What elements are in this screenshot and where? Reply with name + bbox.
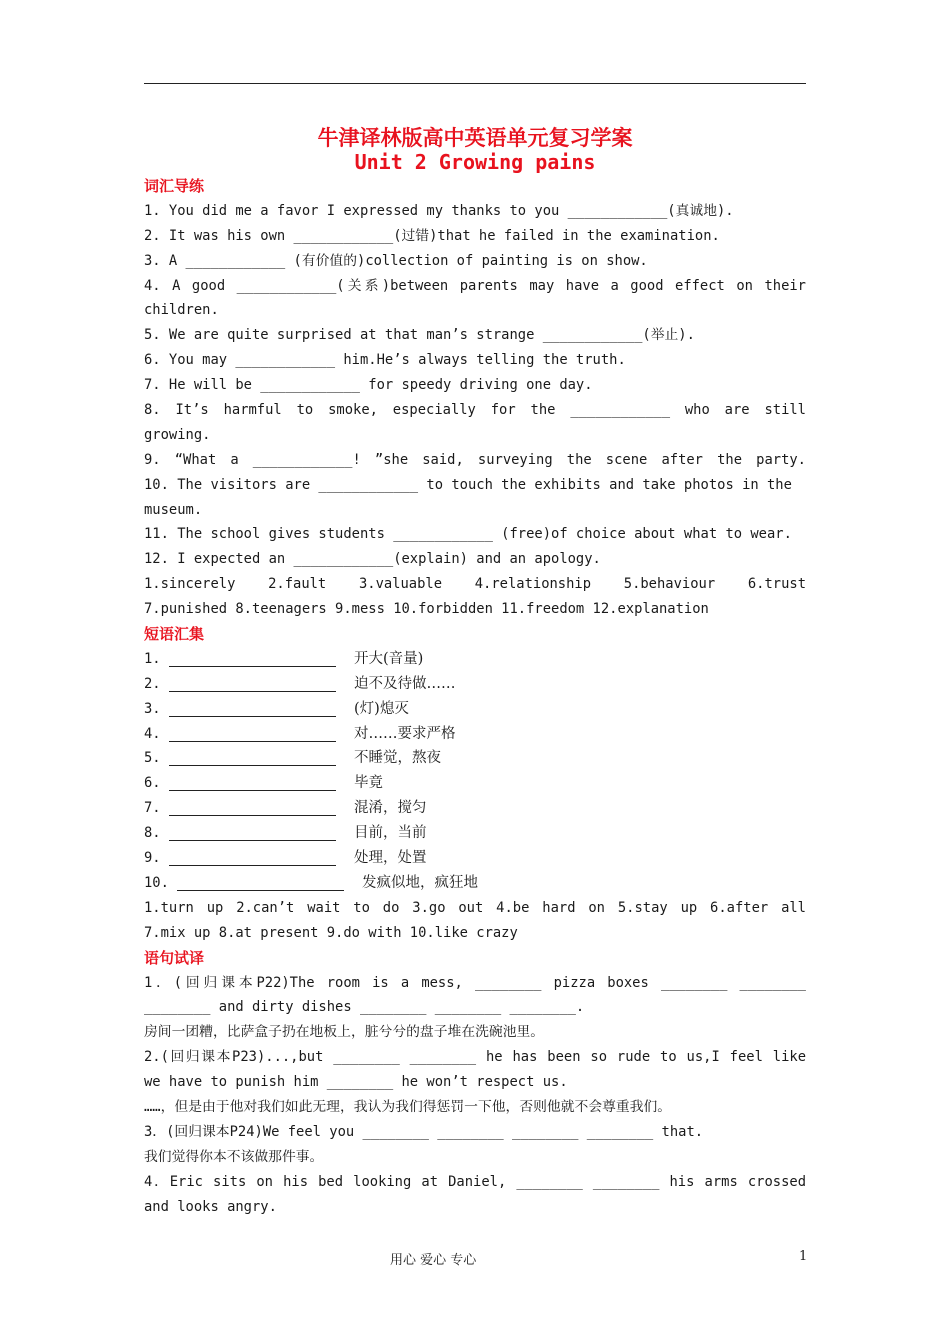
- sentences-line: 1．(回归课本P22)The room is a mess, ________ pizza boxes ________ ________: [144, 974, 806, 991]
- phrase-number: 6.: [144, 775, 161, 792]
- phrase-answer-blank: [169, 675, 336, 692]
- sentences-line: ________ and dirty dishes ________ ________ ________.: [144, 999, 585, 1016]
- phrase-answer-blank: [169, 725, 336, 742]
- phrase-answer-blank: [169, 799, 336, 816]
- vocab-line: 7. He will be ____________ for speedy driving one day.: [144, 377, 593, 394]
- page-title-cn: 牛津译林版高中英语单元复习学案: [317, 126, 633, 150]
- phrase-meaning: 毕竟: [354, 775, 383, 792]
- header-rule: [144, 83, 806, 84]
- phrase-number: 4.: [144, 725, 161, 742]
- phrase-item: [144, 821, 806, 846]
- phrase-item: [144, 871, 806, 896]
- sentence-exercise-list: [144, 971, 806, 1220]
- phrase-number: 2.: [144, 675, 161, 692]
- phrase-item: [144, 722, 806, 747]
- phrase-item: [144, 672, 806, 697]
- phrase-answer-blank: [169, 749, 336, 766]
- phrase-meaning: 发疯似地，疯狂地: [362, 874, 478, 891]
- phrase-meaning: 不睡觉，熬夜: [354, 750, 441, 767]
- vocab-line: 8. It’s harmful to smoke, especially for the ____________ who are still: [144, 402, 806, 419]
- vocab-exercise-list: [144, 199, 806, 572]
- vocab-line: 10. The visitors are ____________ to touch the exhibits and take photos in the: [144, 476, 792, 493]
- phrase-answer-blank: [177, 874, 344, 891]
- vocab-line: 4. A good ____________(关系)between parents may have a good effect on their: [144, 277, 806, 294]
- phrase-meaning: 混淆，搅匀: [354, 800, 427, 817]
- phrase-number: 9.: [144, 850, 161, 867]
- vocab-line: 5. We are quite surprised at that man’s strange ____________(举止).: [144, 327, 695, 344]
- phrase-meaning: 迫不及待做……: [354, 675, 456, 692]
- sentences-line: ……，但是由于他对我们如此无理，我认为我们得惩罚一下他，否则他就不会尊重我们。: [144, 1098, 672, 1115]
- vocab-line: growing.: [144, 426, 211, 443]
- vocab-answer-key: [144, 572, 806, 622]
- vocab-line: 1. You did me a favor I expressed my thanks to you ____________(真诚地).: [144, 202, 734, 219]
- phrase-item: [144, 846, 806, 871]
- sentences-line: 3．(回归课本P24)We feel you ________ ________ ________ ________ that.: [144, 1123, 704, 1140]
- sentences-line: and looks angry.: [144, 1198, 277, 1215]
- phrase-meaning: 开大(音量): [354, 650, 424, 667]
- vocab-line: 11. The school gives students ____________ (free)of choice about what to wear.: [144, 526, 792, 543]
- section-heading-sentences: 语句试译: [144, 948, 205, 967]
- phrase-answer-blank: [169, 824, 336, 841]
- phrase-number: 3.: [144, 700, 161, 717]
- phrase-meaning: 处理，处置: [354, 850, 427, 867]
- vocab-line: children.: [144, 302, 219, 319]
- phrase-item: [144, 771, 806, 796]
- page-title-en: Unit 2 Growing pains: [354, 150, 596, 174]
- vocab-line: museum.: [144, 501, 203, 518]
- phrase-ans-line: 1.turn up 2.can’t wait to do 3.go out 4.be hard on 5.stay up 6.after all: [144, 899, 806, 916]
- vocab-ans-line: 1.sincerely 2.fault 3.valuable 4.relationship 5.behaviour 6.trust: [144, 576, 806, 593]
- phrase-answer-key: [144, 896, 806, 946]
- phrase-ans-line: 7.mix up 8.at present 9.do with 10.like crazy: [144, 924, 518, 941]
- vocab-line: 2. It was his own ____________(过错)that he failed in the examination.: [144, 227, 720, 244]
- phrase-number: 10.: [144, 874, 169, 891]
- vocab-ans-line: 7.punished 8.teenagers 9.mess 10.forbidden 11.freedom 12.explanation: [144, 601, 709, 618]
- phrase-meaning: 目前，当前: [354, 825, 427, 842]
- sentences-line: we have to punish him ________ he won’t respect us.: [144, 1074, 568, 1091]
- phrase-meaning: 对……要求严格: [354, 725, 456, 742]
- sentences-line: 房间一团糟，比萨盒子扔在地板上，脏兮兮的盘子堆在洗碗池里。: [144, 1024, 545, 1041]
- phrase-answer-blank: [169, 774, 336, 791]
- phrase-answer-blank: [169, 700, 336, 717]
- vocab-line: 12. I expected an ____________(explain) and an apology.: [144, 551, 601, 568]
- sentences-line: 4．Eric sits on his bed looking at Daniel, ________ ________ his arms crossed: [144, 1173, 806, 1190]
- phrase-exercise-list: [144, 647, 806, 896]
- vocab-line: 3. A ____________ (有价值的)collection of painting is on show.: [144, 252, 648, 269]
- page-number: 1: [799, 1249, 808, 1264]
- section-heading-vocab: 词汇导练: [144, 177, 205, 195]
- phrase-number: 1.: [144, 650, 161, 667]
- phrase-item: [144, 746, 806, 771]
- phrase-answer-blank: [169, 650, 336, 667]
- vocab-line: 6. You may ____________ him.He’s always telling the truth.: [144, 352, 626, 369]
- phrase-number: 8.: [144, 825, 161, 842]
- document-body: [144, 174, 806, 1219]
- sentences-line: 2.(回归课本P23)...,but ________ ________ he has been so rude to us,I feel like: [144, 1049, 806, 1066]
- vocab-line: 9. “What a ____________! ”she said, surveying the scene after the party.: [144, 451, 806, 468]
- phrase-answer-blank: [169, 849, 336, 866]
- phrase-number: 7.: [144, 800, 161, 817]
- phrase-item: [144, 796, 806, 821]
- phrase-number: 5.: [144, 750, 161, 767]
- phrase-meaning: (灯)熄灭: [354, 700, 409, 717]
- phrase-item: [144, 697, 806, 722]
- sentences-line: 我们觉得你本不该做那件事。: [144, 1148, 324, 1165]
- section-heading-phrases: 短语汇集: [144, 625, 205, 644]
- phrase-item: [144, 647, 806, 672]
- footer-motto: 用心 爱心 专心: [390, 1253, 477, 1268]
